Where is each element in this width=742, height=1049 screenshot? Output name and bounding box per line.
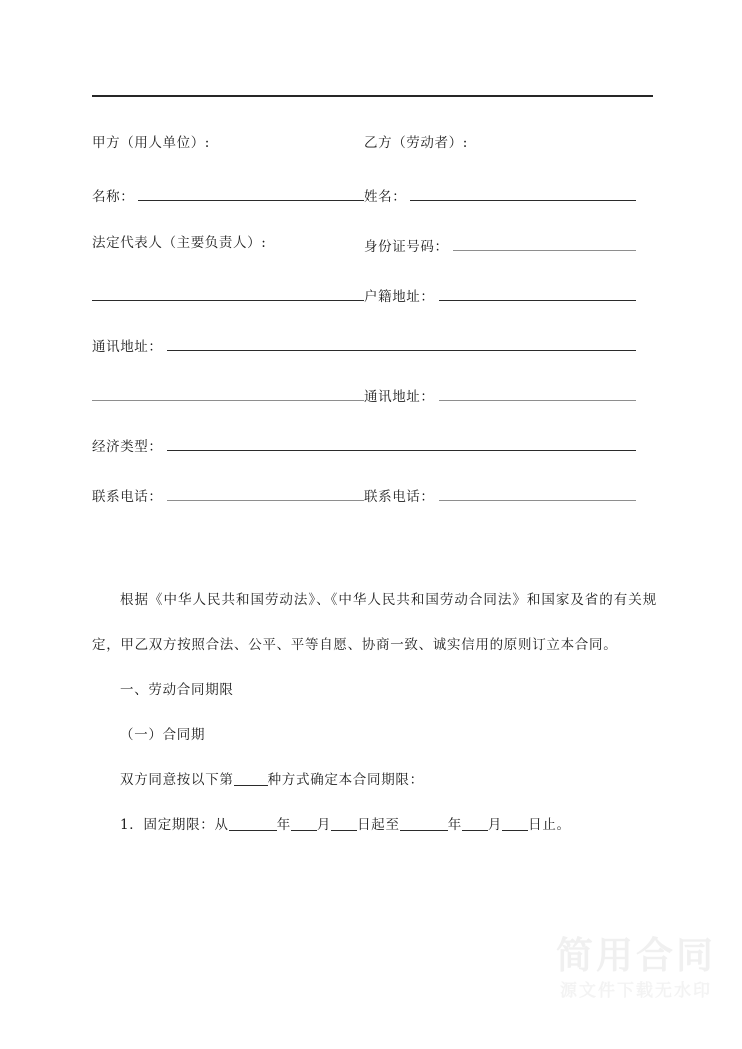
field-blank-line[interactable] bbox=[92, 382, 364, 401]
field-company-mailing-address bbox=[92, 332, 364, 358]
form-row bbox=[92, 182, 657, 232]
contract-body bbox=[92, 578, 657, 848]
start-month-blank[interactable] bbox=[291, 815, 317, 831]
field-economic-type bbox=[92, 432, 364, 458]
field-label: 联系电话： bbox=[364, 489, 435, 505]
field-label: 乙方（劳动者）: bbox=[364, 135, 468, 151]
term-prefix: 1．固定期限：从 bbox=[120, 817, 229, 833]
form-row bbox=[92, 482, 657, 532]
field-blank-line[interactable] bbox=[364, 332, 636, 351]
field-blank-line[interactable] bbox=[167, 432, 365, 451]
field-label: 通讯地址： bbox=[92, 339, 163, 355]
field-legal-representative-continuation bbox=[92, 282, 364, 308]
end-year-blank[interactable] bbox=[400, 815, 448, 831]
header-divider bbox=[92, 95, 653, 97]
field-legal-representative bbox=[92, 232, 364, 258]
preamble-paragraph: 根据《中华人民共和国劳动法》、《中华人民共和国劳动合同法》和国家及省的有关规定，甲乙双方按照合法、公平、平等自愿、协商一致、诚实信用的原则订立本合同。 bbox=[92, 592, 657, 653]
field-label: 联系电话： bbox=[92, 489, 163, 505]
field-blank-line[interactable] bbox=[167, 332, 365, 351]
field-label: 姓名： bbox=[364, 189, 407, 205]
term-year-2: 年 bbox=[447, 817, 462, 833]
field-label: 名称： bbox=[92, 189, 135, 205]
field-blank-line[interactable] bbox=[439, 382, 637, 401]
term-year-1: 年 bbox=[276, 817, 291, 833]
end-day-blank[interactable] bbox=[502, 815, 528, 831]
watermark-brand: 简用合同 bbox=[556, 934, 716, 978]
field-employee-name bbox=[364, 182, 636, 208]
field-blank-line[interactable] bbox=[453, 232, 636, 251]
field-id-number bbox=[364, 232, 636, 258]
form-row bbox=[92, 132, 657, 182]
agreement-text-before: 双方同意按以下第 bbox=[120, 772, 234, 788]
field-company-phone bbox=[92, 482, 364, 508]
field-party-b-title bbox=[364, 132, 636, 158]
subsection-heading-contract-period: （一）合同期 bbox=[120, 727, 206, 743]
field-employee-phone bbox=[364, 482, 636, 508]
section-heading-contract-term: 一、劳动合同期限 bbox=[120, 682, 234, 698]
watermark bbox=[556, 934, 716, 1002]
party-information-form bbox=[92, 132, 657, 532]
field-household-address-continuation bbox=[364, 332, 636, 358]
field-employee-mailing-address bbox=[364, 382, 636, 408]
field-blank-line[interactable] bbox=[92, 282, 364, 301]
term-month-2: 月 bbox=[487, 817, 503, 833]
field-label: 经济类型： bbox=[92, 439, 163, 455]
field-label: 法定代表人（主要负责人）: bbox=[92, 235, 267, 251]
start-day-blank[interactable] bbox=[331, 815, 357, 831]
term-month-1: 月 bbox=[316, 817, 332, 833]
field-blank-line[interactable] bbox=[138, 182, 364, 201]
end-month-blank[interactable] bbox=[462, 815, 488, 831]
form-row bbox=[92, 382, 657, 432]
field-company-mailing-address-continuation bbox=[92, 382, 364, 408]
field-blank-line[interactable] bbox=[439, 482, 637, 501]
field-household-address bbox=[364, 282, 636, 308]
form-row bbox=[92, 282, 657, 332]
agreement-method-blank[interactable] bbox=[234, 770, 268, 786]
field-label: 身份证号码： bbox=[364, 239, 449, 255]
field-blank-line[interactable] bbox=[364, 432, 636, 451]
field-blank-line[interactable] bbox=[167, 482, 365, 501]
form-row bbox=[92, 432, 657, 482]
field-label: 通讯地址： bbox=[364, 389, 435, 405]
start-year-blank[interactable] bbox=[229, 815, 277, 831]
field-blank-line[interactable] bbox=[439, 282, 637, 301]
fixed-term-line bbox=[92, 803, 657, 848]
watermark-tagline: 源文件下载无水印 bbox=[560, 981, 712, 1002]
field-blank-line[interactable] bbox=[410, 182, 636, 201]
term-day-2: 日止。 bbox=[528, 817, 571, 833]
field-label: 甲方（用人单位）: bbox=[92, 135, 210, 151]
field-party-a-title bbox=[92, 132, 364, 158]
field-label: 户籍地址： bbox=[364, 289, 435, 305]
field-company-name bbox=[92, 182, 364, 208]
form-row bbox=[92, 232, 657, 282]
form-row bbox=[92, 332, 657, 382]
field-employee-mailing-address-continuation bbox=[364, 432, 636, 458]
agreement-text-after: 种方式确定本合同期限： bbox=[267, 772, 424, 788]
term-day-1: 日起至 bbox=[357, 817, 400, 833]
agreement-method-line bbox=[92, 758, 657, 803]
